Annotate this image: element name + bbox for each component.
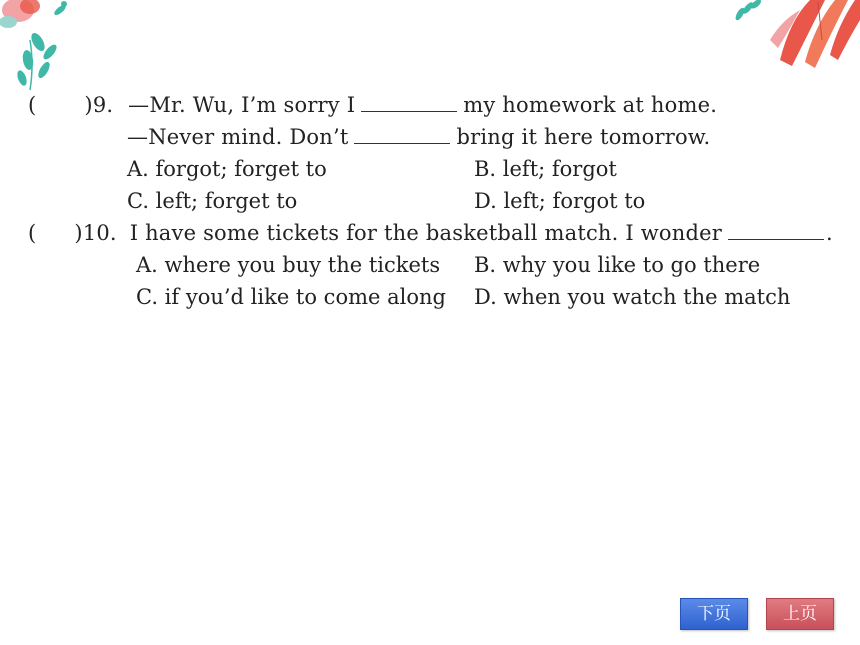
answer-paren-close: ) xyxy=(74,221,83,245)
question-text: bring it here tomorrow. xyxy=(456,125,711,149)
option-c: C. left; forget to xyxy=(127,189,298,213)
option-c: C. if you’d like to come along xyxy=(136,285,446,309)
question-9-line-2 xyxy=(127,123,710,151)
previous-page-button[interactable]: 上页 xyxy=(766,598,834,630)
option-b: B. why you like to go there xyxy=(474,253,761,277)
option-a: A. where you buy the tickets xyxy=(136,253,441,277)
question-text: —Mr. Wu, I’m sorry I xyxy=(128,93,356,117)
question-number: 10. xyxy=(82,221,117,245)
question-9-line-1 xyxy=(28,91,717,119)
answer-blank xyxy=(354,123,450,144)
answer-blank xyxy=(728,219,824,240)
question-text: my homework at home. xyxy=(463,93,718,117)
question-text: —Never mind. Don’t xyxy=(127,125,349,149)
option-b: B. left; forgot xyxy=(474,157,617,181)
floral-decoration-right-icon xyxy=(730,0,860,70)
floral-decoration-left-icon xyxy=(0,0,90,95)
answer-paren-open: ( xyxy=(28,93,37,117)
answer-paren-close: ) xyxy=(84,93,93,117)
answer-blank xyxy=(361,91,457,112)
next-page-button[interactable]: 下页 xyxy=(680,598,748,630)
question-end-punct: . xyxy=(826,221,833,245)
question-number: 9. xyxy=(92,93,114,117)
option-a: A. forgot; forget to xyxy=(127,157,327,181)
question-text: I have some tickets for the basketball match. I wonder xyxy=(129,221,723,245)
question-10-line-1 xyxy=(28,219,833,247)
option-d: D. when you watch the match xyxy=(474,285,791,309)
answer-paren-open: ( xyxy=(28,221,37,245)
option-d: D. left; forgot to xyxy=(474,189,646,213)
